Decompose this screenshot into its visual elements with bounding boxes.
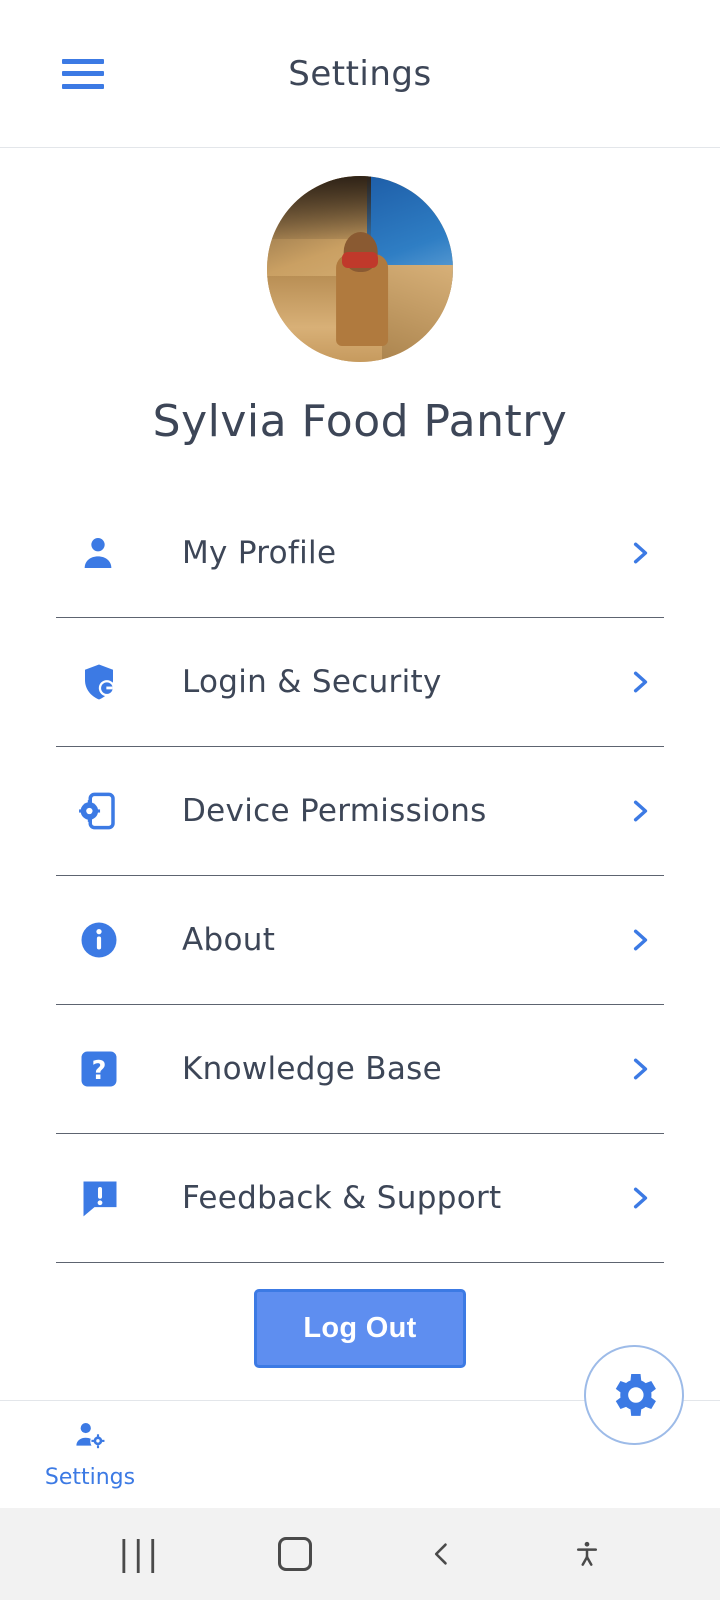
hamburger-line <box>62 84 104 89</box>
bottom-tab-bar <box>0 1400 720 1508</box>
tab-settings-label: Settings <box>44 1465 136 1490</box>
page-title: Settings <box>288 53 432 94</box>
info-circle-icon <box>56 919 182 961</box>
hamburger-menu-icon[interactable] <box>62 59 104 89</box>
device-gear-icon <box>56 790 182 832</box>
profile-header <box>0 148 720 447</box>
settings-item-my-profile[interactable] <box>56 489 664 618</box>
svg-text:?: ? <box>91 1054 107 1085</box>
settings-item-knowledge-base[interactable] <box>56 1005 664 1134</box>
settings-item-label: Knowledge Base <box>182 1051 442 1087</box>
chevron-right-icon[interactable] <box>616 794 664 828</box>
gear-icon[interactable] <box>584 1345 684 1445</box>
settings-item-label: My Profile <box>182 535 337 571</box>
shield-lock-icon <box>56 661 182 703</box>
settings-item-about[interactable] <box>56 876 664 1005</box>
chevron-right-icon[interactable] <box>616 536 664 570</box>
profile-name: Sylvia Food Pantry <box>152 396 568 447</box>
back-icon[interactable] <box>428 1536 456 1572</box>
avatar[interactable] <box>267 176 453 362</box>
system-navigation-bar <box>0 1508 720 1600</box>
tab-settings[interactable] <box>0 1419 180 1490</box>
chevron-right-icon[interactable] <box>616 665 664 699</box>
home-icon[interactable] <box>278 1537 312 1571</box>
avatar-photo-shadow <box>267 176 371 239</box>
settings-item-label: Device Permissions <box>182 793 487 829</box>
feedback-exclamation-icon <box>56 1176 182 1220</box>
avatar-photo-rock-right <box>382 265 453 362</box>
settings-item-login-security[interactable] <box>56 618 664 747</box>
user-settings-icon <box>73 1419 107 1457</box>
log-out-button[interactable]: Log Out <box>254 1289 465 1368</box>
question-square-icon <box>56 1048 182 1090</box>
settings-item-label: About <box>182 922 276 958</box>
home-square <box>278 1537 312 1571</box>
avatar-photo-person-scarf <box>342 252 378 268</box>
chevron-right-icon[interactable] <box>616 1052 664 1086</box>
settings-item-device-permissions[interactable] <box>56 747 664 876</box>
settings-item-label: Feedback & Support <box>182 1180 502 1216</box>
accessibility-icon[interactable] <box>572 1537 602 1571</box>
chevron-right-icon[interactable] <box>616 1181 664 1215</box>
settings-item-label: Login & Security <box>182 664 442 700</box>
hamburger-line <box>62 59 104 64</box>
top-app-bar <box>0 0 720 148</box>
settings-list <box>0 489 720 1263</box>
person-icon <box>56 533 182 573</box>
recents-icon[interactable] <box>118 1534 161 1574</box>
recents-glyph: ||| <box>118 1534 162 1574</box>
hamburger-line <box>62 71 104 76</box>
chevron-right-icon[interactable] <box>616 923 664 957</box>
settings-item-feedback-support[interactable] <box>56 1134 664 1263</box>
